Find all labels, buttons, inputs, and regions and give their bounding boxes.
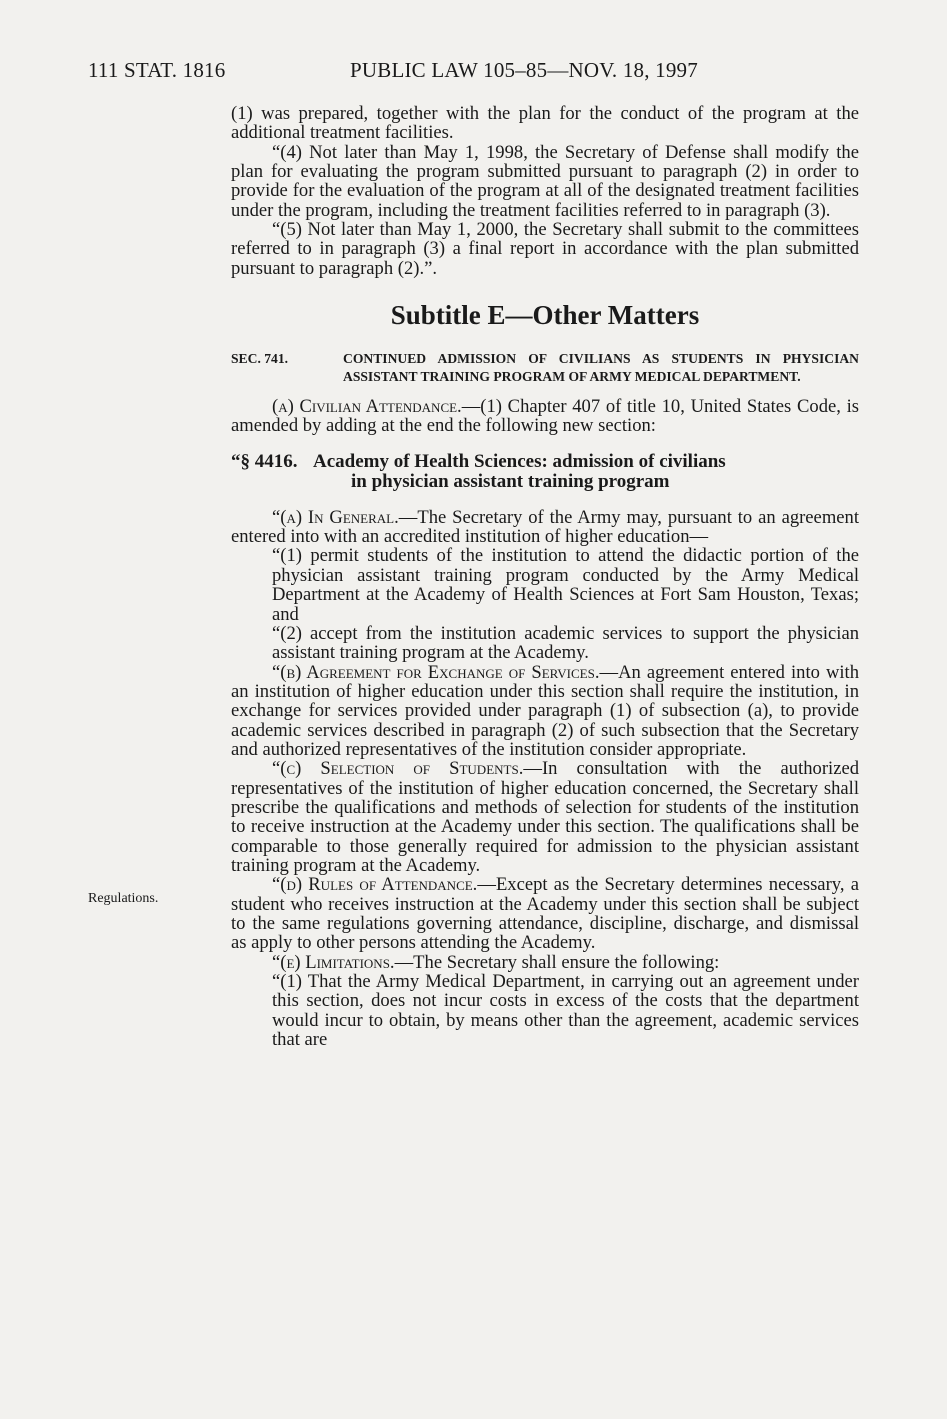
subsection-a (231, 397, 859, 436)
section-heading (231, 350, 859, 386)
paragraph-5: “(5) Not later than May 1, 2000, the Secretary shall submit to the committees referred to in paragraph (3) a final report in accordance with the plan submitted pursuant to paragraph (2).”. (231, 219, 859, 279)
subsection-e-heading: “(e) Limitations. (272, 951, 395, 973)
subsection-d-heading: “(d) Rules of Attendance. (272, 874, 478, 896)
subsection-d (231, 875, 859, 952)
subsection-c-text: —In consultation with the authorized representatives of the institution of higher education concerned, the Secretary shall prescribe the qualifications and methods of selection for students of the institution to receive instruction at the Academy under this section. The qualifications shall be comparable to those generally required for admission to the physician assistant training program at the Academy. (231, 758, 859, 876)
public-law-citation: PUBLIC LAW 105–85—NOV. 18, 1997 (350, 58, 698, 82)
subsection-b-text: —An agreement entered into with an institution of higher education under this section shall require the institution, in exchange for services provided under paragraph (1) of subsection (a), to provide academic services described in paragraph (2) of such subsection that the Secretary and authorized representatives of the institution consider appropriate. (231, 661, 859, 760)
in-general-text: —The Secretary of the Army may, pursuant to an agreement entered into with an accredited institution of higher education— (231, 506, 859, 548)
new-section-heading (231, 452, 859, 492)
in-general (231, 508, 859, 547)
subtitle-heading: Subtitle E—Other Matters (390, 300, 700, 331)
subsection-d-text: —Except as the Secretary determines necessary, a student who receives instruction at the Academy under this section shall be subject to the same regulations governing attendance, discipline, discharge, and dismissal as apply to other persons attending the Academy. (231, 874, 859, 954)
new-section-title-line-2: in physician assistant training program (351, 470, 670, 492)
subsection-e-text: —The Secretary shall ensure the following: (394, 951, 720, 973)
section-title: CONTINUED ADMISSION OF CIVILIANS AS STUDENTS IN PHYSICIAN ASSISTANT TRAINING PROGRAM OF ARMY MEDICAL DEPARTMENT. (343, 351, 859, 385)
limitation-para-1: “(1) That the Army Medical Department, in carrying out an agreement under this section, does not incur costs in excess of the costs that the department would incur to obtain, by means other than the agreement, academic services that are (272, 971, 859, 1051)
statute-page-number: 111 STAT. 1816 (88, 58, 226, 82)
subsection-a-heading: (a) Civilian Attendance. (272, 396, 462, 418)
in-general-para-2: “(2) accept from the institution academic services to support the physician assistant training program at the Academy. (272, 622, 859, 664)
subsection-b-heading: “(b) Agreement for Exchange of Services. (272, 661, 600, 683)
in-general-heading: “(a) In General. (272, 506, 399, 528)
margin-note: Regulations. (88, 891, 159, 906)
paragraph-continuation: (1) was prepared, together with the plan for the conduct of the program at the additional treatment facilities. (231, 103, 859, 144)
subsection-c-heading: “(c) Selection of Students. (272, 758, 524, 780)
body-text (231, 104, 859, 1049)
new-section-title-line-1: Academy of Health Sciences: admission of civilians (313, 450, 726, 472)
section-number: SEC. 741. (231, 351, 289, 367)
subsection-b (231, 663, 859, 760)
subsection-a-text: —(1) Chapter 407 of title 10, United States Code, is amended by adding at the end the following new section: (231, 396, 859, 437)
subsection-c (231, 759, 859, 875)
new-section-number: “§ 4416. (231, 450, 298, 472)
subsection-e (231, 953, 859, 972)
paragraph-4: “(4) Not later than May 1, 1998, the Secretary of Defense shall modify the plan for evaluating the program submitted pursuant to paragraph (2) in order to provide for the evaluation of the program at all of the designated treatment facilities under the program, including the treatment facilities referred to in paragraph (3). (231, 141, 859, 221)
in-general-para-1: “(1) permit students of the institution to attend the didactic portion of the physician assistant training program conducted by the Army Medical Department at the Academy of Health Sciences at Fort Sam Houston, Texas; and (272, 545, 859, 625)
